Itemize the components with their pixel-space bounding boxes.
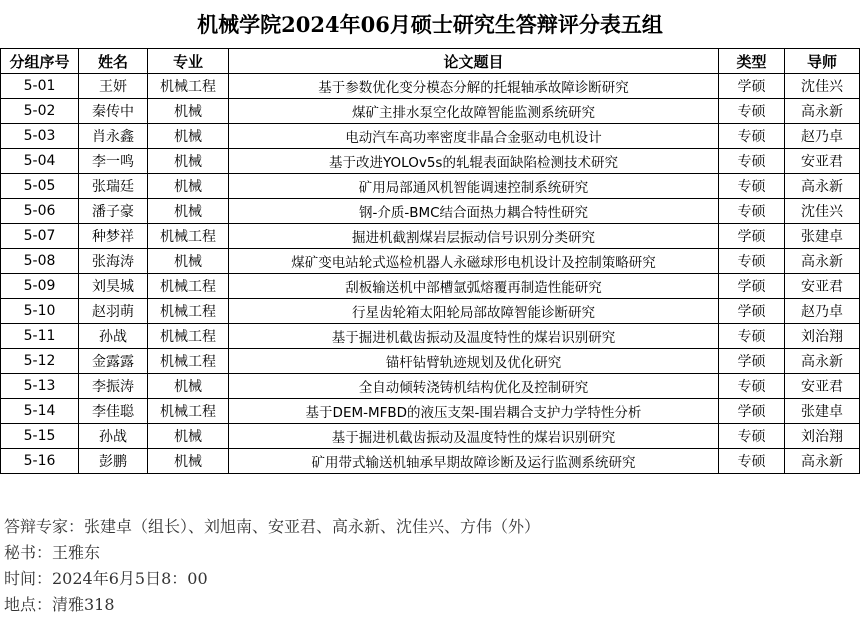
cell-name: 金露露 bbox=[79, 349, 148, 374]
cell-name: 赵羽萌 bbox=[79, 299, 148, 324]
cell-advisor: 安亚君 bbox=[785, 274, 860, 299]
cell-group-no: 5-07 bbox=[1, 224, 79, 249]
cell-major: 机械工程 bbox=[148, 74, 229, 99]
header-major: 专业 bbox=[148, 49, 229, 74]
table-row bbox=[1, 424, 860, 449]
table-row bbox=[1, 449, 860, 474]
cell-group-no: 5-01 bbox=[1, 74, 79, 99]
cell-group-no: 5-02 bbox=[1, 99, 79, 124]
cell-name: 李振涛 bbox=[79, 374, 148, 399]
cell-group-no: 5-15 bbox=[1, 424, 79, 449]
cell-group-no: 5-08 bbox=[1, 249, 79, 274]
cell-group-no: 5-12 bbox=[1, 349, 79, 374]
cell-advisor: 高永新 bbox=[785, 349, 860, 374]
cell-type: 专硕 bbox=[719, 124, 785, 149]
cell-thesis-title: 基于掘进机截齿振动及温度特性的煤岩识别研究 bbox=[229, 324, 719, 349]
cell-advisor: 张建卓 bbox=[785, 399, 860, 424]
cell-thesis-title: 基于改进YOLOv5s的轧辊表面缺陷检测技术研究 bbox=[229, 149, 719, 174]
cell-major: 机械工程 bbox=[148, 349, 229, 374]
cell-group-no: 5-05 bbox=[1, 174, 79, 199]
cell-advisor: 张建卓 bbox=[785, 224, 860, 249]
cell-major: 机械 bbox=[148, 249, 229, 274]
cell-major: 机械工程 bbox=[148, 274, 229, 299]
cell-name: 潘子豪 bbox=[79, 199, 148, 224]
cell-thesis-title: 矿用局部通风机智能调速控制系统研究 bbox=[229, 174, 719, 199]
table-header-row bbox=[1, 49, 860, 74]
cell-thesis-title: 全自动倾转浇铸机结构优化及控制研究 bbox=[229, 374, 719, 399]
cell-major: 机械 bbox=[148, 149, 229, 174]
cell-major: 机械 bbox=[148, 199, 229, 224]
cell-name: 孙战 bbox=[79, 424, 148, 449]
cell-thesis-title: 刮板输送机中部槽氩弧熔覆再制造性能研究 bbox=[229, 274, 719, 299]
cell-group-no: 5-13 bbox=[1, 374, 79, 399]
table-row bbox=[1, 174, 860, 199]
cell-name: 张海涛 bbox=[79, 249, 148, 274]
cell-name: 张瑞廷 bbox=[79, 174, 148, 199]
header-group-no: 分组序号 bbox=[1, 49, 79, 74]
cell-type: 专硕 bbox=[719, 199, 785, 224]
cell-type: 专硕 bbox=[719, 424, 785, 449]
cell-name: 孙战 bbox=[79, 324, 148, 349]
footer-location: 地点：清雅318 bbox=[4, 595, 115, 614]
cell-type: 专硕 bbox=[719, 374, 785, 399]
cell-thesis-title: 锚杆钻臂轨迹规划及优化研究 bbox=[229, 349, 719, 374]
cell-major: 机械 bbox=[148, 174, 229, 199]
table-row bbox=[1, 374, 860, 399]
cell-name: 彭鹏 bbox=[79, 449, 148, 474]
cell-advisor: 赵乃卓 bbox=[785, 124, 860, 149]
cell-group-no: 5-06 bbox=[1, 199, 79, 224]
cell-type: 专硕 bbox=[719, 149, 785, 174]
header-type: 类型 bbox=[719, 49, 785, 74]
cell-major: 机械 bbox=[148, 449, 229, 474]
cell-thesis-title: 煤矿主排水泵空化故障智能监测系统研究 bbox=[229, 99, 719, 124]
cell-name: 刘昊城 bbox=[79, 274, 148, 299]
header-advisor: 导师 bbox=[785, 49, 860, 74]
cell-thesis-title: 掘进机截割煤岩层振动信号识别分类研究 bbox=[229, 224, 719, 249]
cell-type: 学硕 bbox=[719, 274, 785, 299]
cell-thesis-title: 钢-介质-BMC结合面热力耦合特性研究 bbox=[229, 199, 719, 224]
cell-type: 专硕 bbox=[719, 449, 785, 474]
footer-experts: 答辩专家：张建卓（组长）、刘旭南、安亚君、高永新、沈佳兴、方伟（外） bbox=[4, 517, 541, 536]
cell-major: 机械 bbox=[148, 424, 229, 449]
cell-major: 机械 bbox=[148, 99, 229, 124]
cell-thesis-title: 基于掘进机截齿振动及温度特性的煤岩识别研究 bbox=[229, 424, 719, 449]
cell-major: 机械工程 bbox=[148, 299, 229, 324]
cell-advisor: 沈佳兴 bbox=[785, 199, 860, 224]
cell-advisor: 刘治翔 bbox=[785, 324, 860, 349]
table-row bbox=[1, 124, 860, 149]
cell-advisor: 高永新 bbox=[785, 249, 860, 274]
footer-time: 时间：2024年6月5日8：00 bbox=[4, 569, 208, 588]
table-row bbox=[1, 324, 860, 349]
cell-advisor: 高永新 bbox=[785, 449, 860, 474]
cell-advisor: 安亚君 bbox=[785, 149, 860, 174]
cell-type: 学硕 bbox=[719, 299, 785, 324]
cell-thesis-title: 基于DEM-MFBD的液压支架-围岩耦合支护力学特性分析 bbox=[229, 399, 719, 424]
cell-type: 学硕 bbox=[719, 349, 785, 374]
cell-group-no: 5-04 bbox=[1, 149, 79, 174]
cell-type: 专硕 bbox=[719, 249, 785, 274]
cell-type: 专硕 bbox=[719, 99, 785, 124]
cell-name: 种梦祥 bbox=[79, 224, 148, 249]
table-row bbox=[1, 349, 860, 374]
cell-type: 专硕 bbox=[719, 174, 785, 199]
sheet-title: 机械学院2024年06月硕士研究生答辩评分表五组 bbox=[197, 12, 663, 37]
cell-thesis-title: 基于参数优化变分模态分解的托辊轴承故障诊断研究 bbox=[229, 74, 719, 99]
cell-type: 专硕 bbox=[719, 324, 785, 349]
table-row bbox=[1, 224, 860, 249]
cell-group-no: 5-03 bbox=[1, 124, 79, 149]
cell-major: 机械工程 bbox=[148, 324, 229, 349]
cell-group-no: 5-16 bbox=[1, 449, 79, 474]
table-row bbox=[1, 74, 860, 99]
cell-major: 机械工程 bbox=[148, 399, 229, 424]
footer-secretary: 秘书：王雅东 bbox=[4, 543, 101, 562]
table-row bbox=[1, 99, 860, 124]
cell-advisor: 高永新 bbox=[785, 99, 860, 124]
cell-name: 秦传中 bbox=[79, 99, 148, 124]
table-row bbox=[1, 399, 860, 424]
cell-major: 机械 bbox=[148, 374, 229, 399]
table-row bbox=[1, 149, 860, 174]
cell-advisor: 沈佳兴 bbox=[785, 74, 860, 99]
defense-score-table bbox=[0, 48, 860, 474]
cell-major: 机械 bbox=[148, 124, 229, 149]
cell-type: 学硕 bbox=[719, 399, 785, 424]
cell-thesis-title: 煤矿变电站轮式巡检机器人永磁球形电机设计及控制策略研究 bbox=[229, 249, 719, 274]
cell-group-no: 5-14 bbox=[1, 399, 79, 424]
cell-advisor: 高永新 bbox=[785, 174, 860, 199]
cell-name: 肖永鑫 bbox=[79, 124, 148, 149]
table-row bbox=[1, 274, 860, 299]
cell-major: 机械工程 bbox=[148, 224, 229, 249]
cell-name: 王妍 bbox=[79, 74, 148, 99]
table-row bbox=[1, 299, 860, 324]
table-row bbox=[1, 199, 860, 224]
header-name: 姓名 bbox=[79, 49, 148, 74]
cell-name: 李佳聪 bbox=[79, 399, 148, 424]
cell-advisor: 赵乃卓 bbox=[785, 299, 860, 324]
cell-name: 李一鸣 bbox=[79, 149, 148, 174]
cell-advisor: 安亚君 bbox=[785, 374, 860, 399]
cell-type: 学硕 bbox=[719, 74, 785, 99]
cell-group-no: 5-11 bbox=[1, 324, 79, 349]
cell-type: 学硕 bbox=[719, 224, 785, 249]
header-thesis-title: 论文题目 bbox=[229, 49, 719, 74]
cell-thesis-title: 电动汽车高功率密度非晶合金驱动电机设计 bbox=[229, 124, 719, 149]
cell-thesis-title: 矿用带式输送机轴承早期故障诊断及运行监测系统研究 bbox=[229, 449, 719, 474]
cell-group-no: 5-09 bbox=[1, 274, 79, 299]
cell-advisor: 刘治翔 bbox=[785, 424, 860, 449]
cell-thesis-title: 行星齿轮箱太阳轮局部故障智能诊断研究 bbox=[229, 299, 719, 324]
table-row bbox=[1, 249, 860, 274]
cell-group-no: 5-10 bbox=[1, 299, 79, 324]
